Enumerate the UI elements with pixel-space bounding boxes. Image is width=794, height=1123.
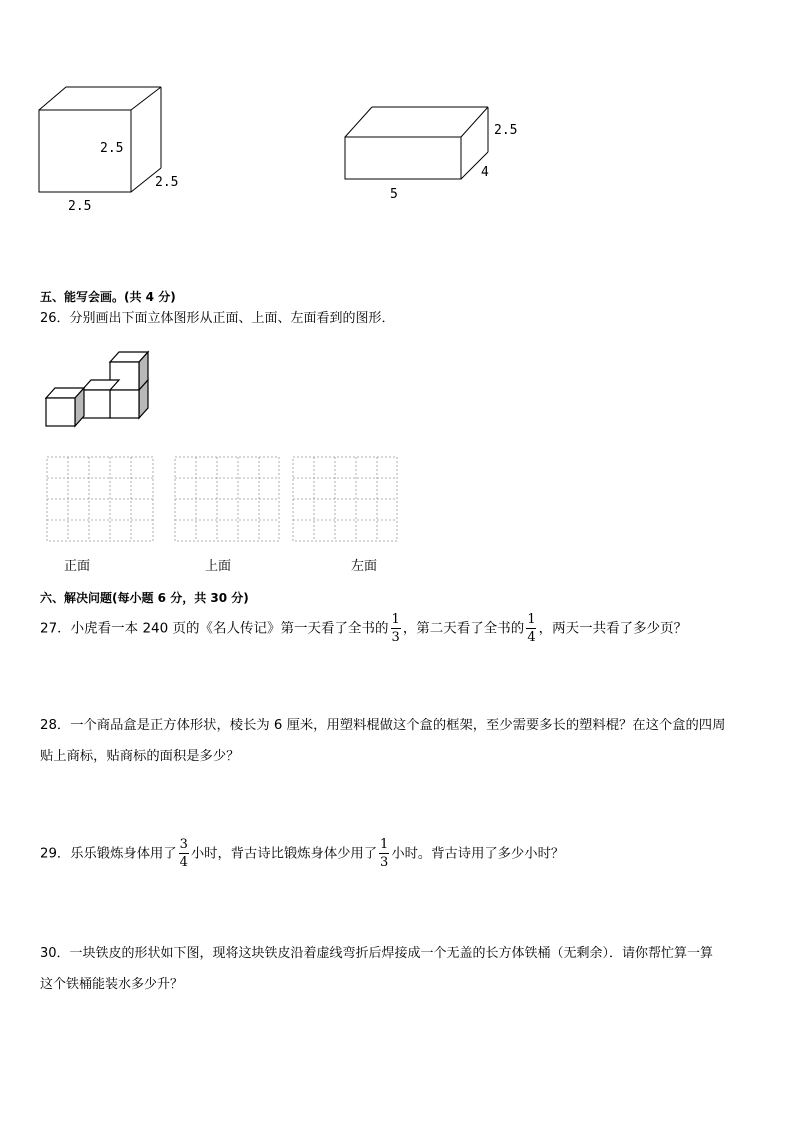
question-26: 26．分别画出下面立体图形从正面、上面、左面看到的图形．	[40, 311, 395, 326]
q29-fraction-1: $\frac{3}{4}$	[179, 837, 188, 870]
q27-text-2: ，第二天看了全书的	[402, 620, 525, 637]
q27-text-1: 27．小虎看一本 240 页的《名人传记》第一天看了全书的	[40, 620, 389, 637]
top-view-grid	[174, 456, 284, 544]
cuboid-depth-label: 4	[481, 165, 489, 180]
question-29	[40, 838, 564, 869]
section-six-title: 六、解决问题(每小题 6 分，共 30 分)	[40, 591, 249, 605]
q27-fraction-1: $\frac{1}{3}$	[391, 612, 400, 645]
cube-front-label: 2.5	[100, 141, 124, 156]
q27-fraction-2: $\frac{1}{4}$	[527, 612, 536, 645]
left-view-caption: 左面	[351, 559, 378, 574]
cuboid-figure	[342, 104, 492, 184]
question-30-line-1: 30．一块铁皮的形状如下图，现将这块铁皮沿着虚线弯折后焊接成一个无盖的长方体铁桶（无剩余）．请你帮忙算一算	[40, 946, 714, 961]
q29-text-1: 29．乐乐锻炼身体用了	[40, 846, 177, 862]
question-27	[40, 613, 687, 644]
front-view-grid	[46, 456, 156, 544]
left-view-grid	[292, 456, 402, 544]
cube-stack-figure	[42, 350, 152, 428]
question-30-line-2: 这个铁桶能装水多少升？	[40, 977, 184, 992]
front-view-caption: 正面	[64, 559, 91, 574]
question-28-line-1: 28．一个商品盒是正方体形状，棱长为 6 厘米，用塑料棍做这个盒的框架，至少需要多长的塑料棍？在这个盒的四周	[40, 718, 726, 733]
top-view-caption: 上面	[205, 559, 232, 574]
section-five-title: 五、能写会画。(共 4 分)	[40, 290, 176, 304]
cube-bottom-label: 2.5	[68, 199, 92, 214]
cuboid-height-label: 2.5	[494, 123, 518, 138]
q27-text-3: ，两天一共看了多少页？	[538, 620, 688, 637]
q29-text-2: 小时，背古诗比锻炼身体少用了	[190, 846, 378, 862]
cube-side-label: 2.5	[155, 175, 179, 190]
cuboid-length-label: 5	[390, 187, 398, 202]
question-28-line-2: 贴上商标，贴商标的面积是多少？	[40, 749, 240, 764]
q29-text-3: 小时。背古诗用了多少小时？	[391, 846, 565, 862]
q29-fraction-2: $\frac{1}{3}$	[380, 837, 389, 870]
